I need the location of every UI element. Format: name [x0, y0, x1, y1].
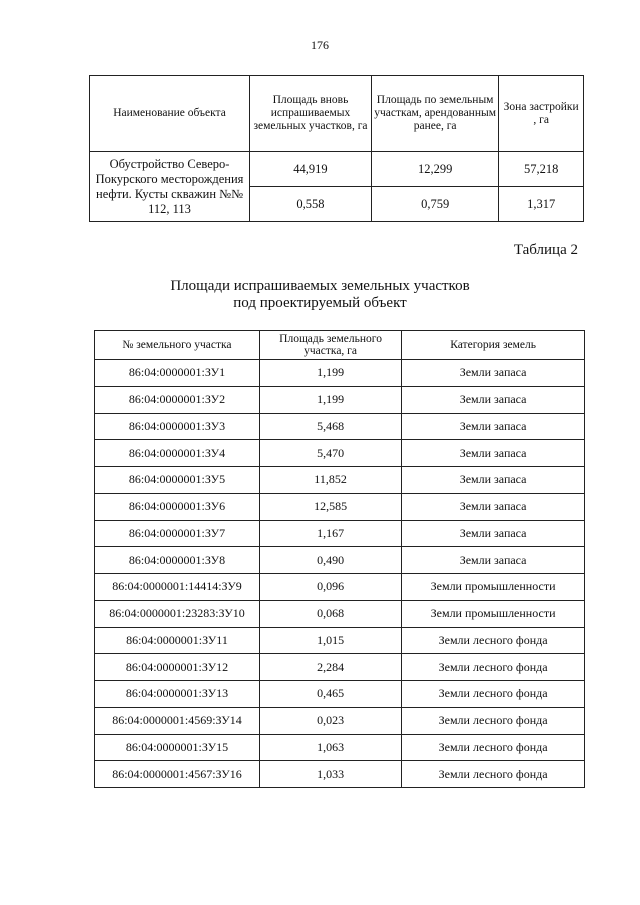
plot-number-cell: 86:04:0000001:ЗУ6	[95, 493, 260, 520]
new-area-cell: 0,558	[250, 187, 372, 222]
table-row	[90, 152, 584, 187]
plot-number-cell: 86:04:0000001:ЗУ4	[95, 440, 260, 467]
table-row	[95, 547, 585, 574]
new-area-cell: 44,919	[250, 152, 372, 187]
plot-number-cell: 86:04:0000001:ЗУ8	[95, 547, 260, 574]
land-category-cell: Земли лесного фонда	[402, 654, 585, 681]
plot-number-cell: 86:04:0000001:ЗУ12	[95, 654, 260, 681]
plot-number-cell: 86:04:0000001:14414:ЗУ9	[95, 574, 260, 601]
plot-area-cell: 1,167	[259, 520, 401, 547]
plot-area-cell: 12,585	[259, 493, 401, 520]
plot-area-cell: 1,199	[259, 386, 401, 413]
header-leased-area: Площадь по земельным участкам, арендованным ранее, га	[371, 76, 498, 152]
table-row	[95, 360, 585, 387]
table-row	[95, 493, 585, 520]
page-number: 176	[311, 38, 329, 52]
land-category-cell: Земли запаса	[402, 413, 585, 440]
table-row	[95, 600, 585, 627]
plot-area-cell: 5,470	[259, 440, 401, 467]
title-line: Площади испрашиваемых земельных участков	[170, 278, 470, 294]
table-row	[95, 413, 585, 440]
header-land-category: Категория земель	[402, 331, 585, 360]
plot-area-cell: 11,852	[259, 467, 401, 494]
table-row	[95, 761, 585, 788]
land-category-cell: Земли промышленности	[402, 600, 585, 627]
plot-number-cell: 86:04:0000001:ЗУ2	[95, 386, 260, 413]
table-header-row	[90, 76, 584, 152]
title-line: под проектируемый объект	[233, 295, 407, 311]
table-row	[95, 386, 585, 413]
build-zone-cell: 57,218	[499, 152, 584, 187]
land-category-cell: Земли лесного фонда	[402, 681, 585, 708]
plot-area-cell: 0,068	[259, 600, 401, 627]
land-category-cell: Земли запаса	[402, 440, 585, 467]
land-category-cell: Земли запаса	[402, 360, 585, 387]
plot-area-cell: 0,465	[259, 681, 401, 708]
table-header-row	[95, 331, 585, 360]
land-category-cell: Земли запаса	[402, 467, 585, 494]
plot-number-cell: 86:04:0000001:4569:ЗУ14	[95, 707, 260, 734]
header-new-area: Площадь вновь испрашиваемых земельных участков, га	[250, 76, 372, 152]
object-name-cell: Обустройство Северо-Покурского месторождения нефти. Кусты скважин №№ 112, 113	[90, 152, 250, 222]
table-row	[95, 654, 585, 681]
land-category-cell: Земли лесного фонда	[402, 707, 585, 734]
header-plot-number: № земельного участка	[95, 331, 260, 360]
plot-area-cell: 2,284	[259, 654, 401, 681]
plot-area-cell: 1,063	[259, 734, 401, 761]
land-category-cell: Земли запаса	[402, 547, 585, 574]
plot-area-cell: 5,468	[259, 413, 401, 440]
leased-area-cell: 12,299	[371, 152, 498, 187]
table-row	[95, 440, 585, 467]
land-category-cell: Земли лесного фонда	[402, 734, 585, 761]
plot-area-cell: 1,199	[259, 360, 401, 387]
plot-area-cell: 1,015	[259, 627, 401, 654]
plot-number-cell: 86:04:0000001:ЗУ5	[95, 467, 260, 494]
land-category-cell: Земли лесного фонда	[402, 627, 585, 654]
plot-number-cell: 86:04:0000001:ЗУ15	[95, 734, 260, 761]
land-category-cell: Земли промышленности	[402, 574, 585, 601]
land-plots-table	[94, 330, 585, 788]
header-build-zone: Зона застройки , га	[499, 76, 584, 152]
land-category-cell: Земли запаса	[402, 520, 585, 547]
header-plot-area: Площадь земельного участка, га	[259, 331, 401, 360]
plot-number-cell: 86:04:0000001:ЗУ13	[95, 681, 260, 708]
land-category-cell: Земли лесного фонда	[402, 761, 585, 788]
table-row	[95, 707, 585, 734]
plot-area-cell: 0,023	[259, 707, 401, 734]
plot-number-cell: 86:04:0000001:ЗУ3	[95, 413, 260, 440]
build-zone-cell: 1,317	[499, 187, 584, 222]
plot-area-cell: 0,490	[259, 547, 401, 574]
table-row	[95, 520, 585, 547]
plot-area-cell: 0,096	[259, 574, 401, 601]
table-row	[95, 734, 585, 761]
plot-number-cell: 86:04:0000001:ЗУ7	[95, 520, 260, 547]
table-title	[0, 278, 640, 312]
table-row	[95, 627, 585, 654]
table-caption: Таблица 2	[513, 242, 578, 258]
table-row	[95, 574, 585, 601]
land-category-cell: Земли запаса	[402, 493, 585, 520]
land-category-cell: Земли запаса	[402, 386, 585, 413]
object-area-table	[89, 75, 584, 222]
plot-area-cell: 1,033	[259, 761, 401, 788]
leased-area-cell: 0,759	[371, 187, 498, 222]
plot-number-cell: 86:04:0000001:ЗУ11	[95, 627, 260, 654]
plot-number-cell: 86:04:0000001:4567:ЗУ16	[95, 761, 260, 788]
table-row	[95, 467, 585, 494]
plot-number-cell: 86:04:0000001:23283:ЗУ10	[95, 600, 260, 627]
header-object-name: Наименование объекта	[90, 76, 250, 152]
plot-number-cell: 86:04:0000001:ЗУ1	[95, 360, 260, 387]
table-row	[95, 681, 585, 708]
